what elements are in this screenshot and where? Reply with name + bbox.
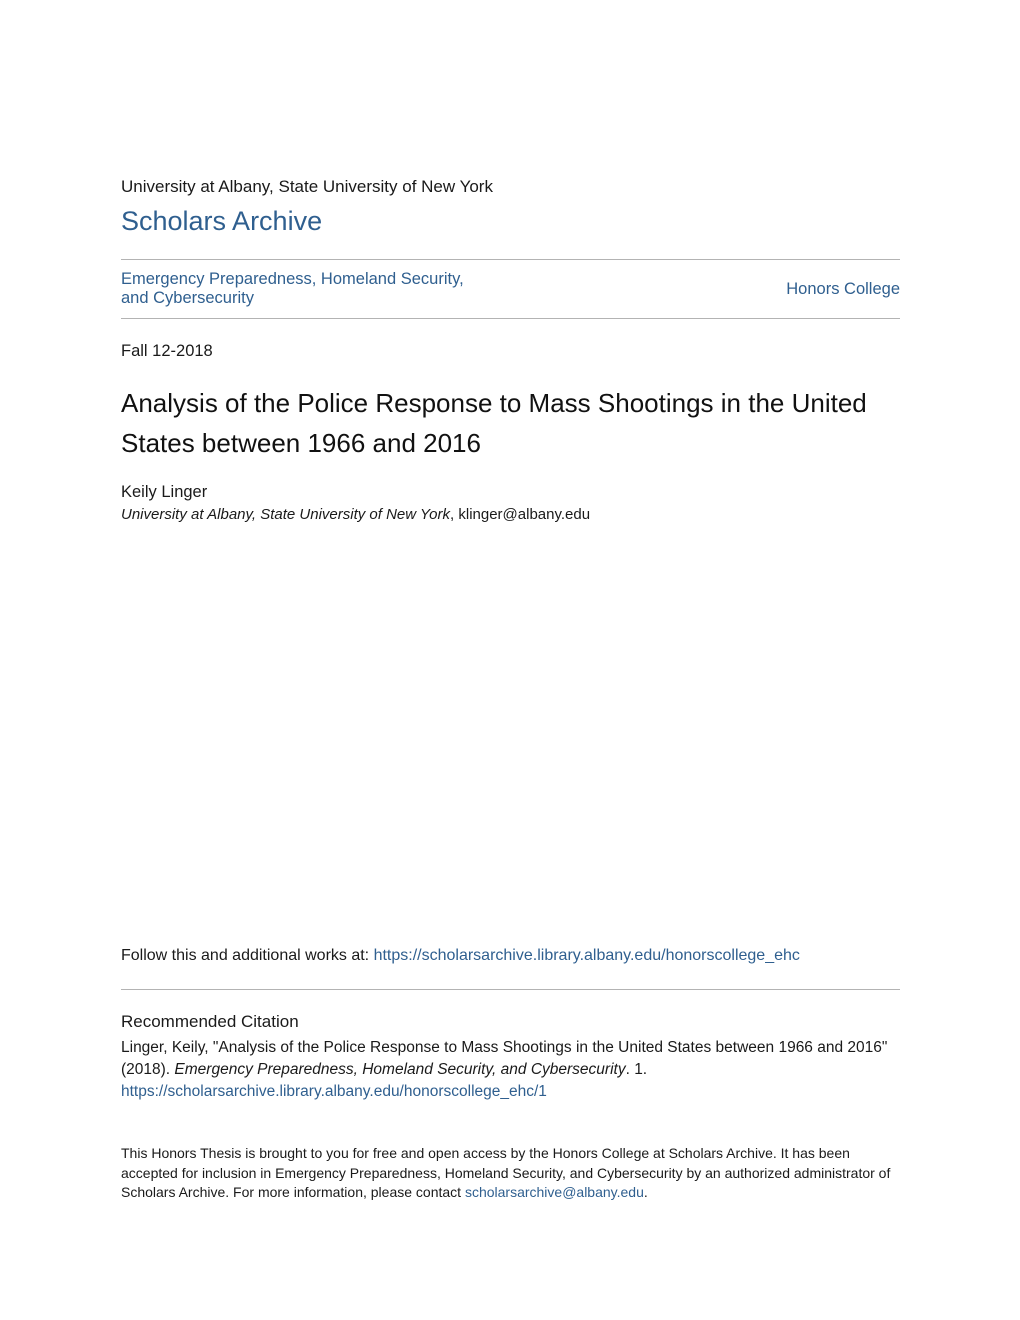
author-name: Keily Linger bbox=[121, 483, 208, 501]
citation-series: Emergency Preparedness, Homeland Security, and Cybersecurity bbox=[174, 1061, 626, 1078]
collection-link[interactable] bbox=[121, 270, 541, 307]
follow-link[interactable]: https://scholarsarchive.library.albany.edu/honorscollege_ehc bbox=[373, 947, 800, 964]
institution-name: University at Albany, State University of New York bbox=[121, 177, 493, 196]
collection-line-2: and Cybersecurity bbox=[121, 288, 254, 307]
repository-link[interactable]: Scholars Archive bbox=[121, 206, 323, 236]
contact-email-link[interactable]: scholarsarchive@albany.edu bbox=[464, 1184, 644, 1200]
divider-bottom bbox=[121, 989, 900, 990]
author-email: , klinger@albany.edu bbox=[450, 506, 591, 523]
follow-label: Follow this and additional works at: bbox=[121, 947, 374, 964]
author-affiliation-line bbox=[121, 505, 590, 524]
citation-body bbox=[121, 1037, 901, 1103]
citation-link[interactable]: https://scholarsarchive.library.albany.edu/honorscollege_ehc/1 bbox=[121, 1083, 547, 1100]
document-title: Analysis of the Police Response to Mass Shootings in the United States between 1966 and 2016 bbox=[121, 388, 867, 458]
footer-text: This Honors Thesis is brought to you for free and open access by the Honors College at Scholars Archive. It has been accepted for inclusion in Emergency Preparedness, Homeland Security, and Cybersecurity by an authorized administrator of Scholars Archive. For more information, please contact bbox=[121, 1145, 891, 1200]
citation-heading: Recommended Citation bbox=[121, 1012, 299, 1031]
citation-number: . 1. bbox=[625, 1061, 648, 1078]
citation-text: Linger, Keily, "Analysis of the Police Response to Mass Shootings in the United States between 1966 and 2016" (2018). bbox=[121, 1039, 888, 1078]
divider-top bbox=[121, 259, 900, 260]
collection-line-1: Emergency Preparedness, Homeland Security, bbox=[121, 270, 464, 288]
author-affiliation: University at Albany, State University of New York bbox=[121, 506, 451, 523]
publication-date: Fall 12-2018 bbox=[121, 342, 213, 360]
footer-end: . bbox=[643, 1184, 648, 1200]
follow-line bbox=[121, 946, 800, 966]
footer-notice bbox=[121, 1144, 891, 1203]
divider-middle bbox=[121, 318, 900, 319]
parent-collection-link[interactable]: Honors College bbox=[786, 280, 900, 298]
